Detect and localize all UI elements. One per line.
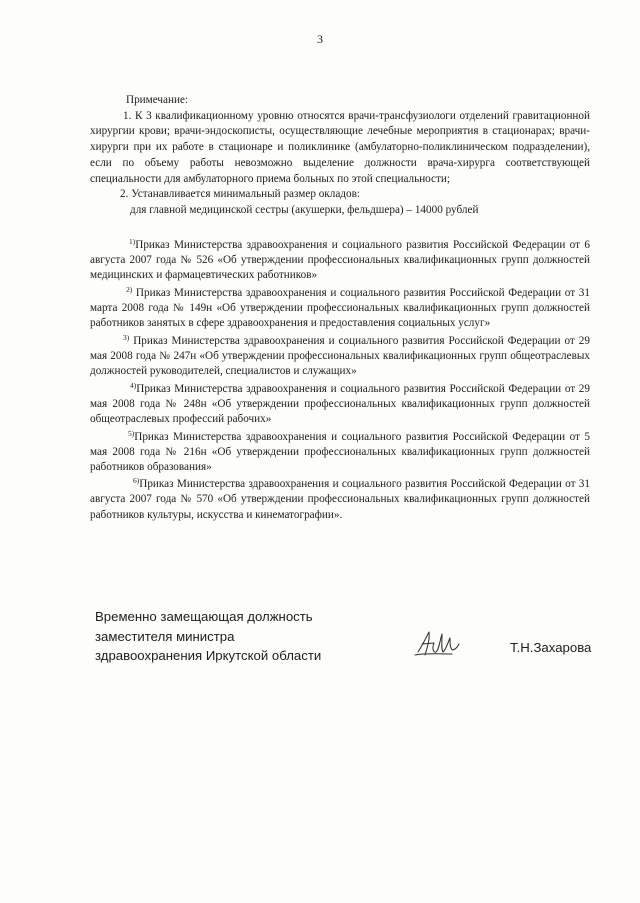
footnote-mark: 5): [128, 428, 135, 438]
footnote-text: Приказ Министерства здравоохранения и социального развития Российской Федерации от 6 августа 2007 года № 526 «Об утверждении профессиональных квалификационных групп должностей медицинских и фармацевтических работников»: [90, 239, 590, 282]
footnote-text: Приказ Министерства здравоохранения и социального развития Российской Федерации от 29 мая 2008 года № 247н «Об утверждении профессиональных квалификационных групп общеотраслевых должностей руководителей, специалистов и служащих»: [90, 334, 590, 377]
note-item-2: 2. Устанавливается минимальный размер окладов:: [120, 188, 360, 201]
signer-title-line-2: заместителя министра: [95, 628, 235, 644]
signature-block: [95, 607, 395, 666]
signer-title-line-1: Временно замещающая должность: [95, 609, 313, 624]
handwritten-signature: [412, 628, 462, 660]
notes-heading: Примечание:: [126, 94, 189, 106]
notes-section: [90, 93, 590, 219]
footnote-text: Приказ Министерства здравоохранения и социального развития Российской Федерации от 31 августа 2007 года № 570 «Об утверждении профессиональных квалификационных групп должностей работников культуры, искусства и кинематографии».: [90, 478, 590, 521]
footnote-mark: 1): [129, 237, 136, 246]
footnote-4: [90, 382, 590, 427]
page-number: 3: [317, 32, 323, 46]
footnote-text: Приказ Министерства здравоохранения и социального развития Российской Федерации от 31 марта 2008 года № 149н «Об утверждении профессиональных квалификационных групп должностей работников занятых в сфере здравоохранения и предоставления социальных услуг»: [90, 286, 590, 330]
salary-line: для главной медицинской сестры (акушерки, фельдшера) – 14000 рублей: [130, 203, 479, 216]
footnote-mark: 3): [123, 332, 130, 342]
footnote-2: [90, 286, 590, 331]
note-item-1: 1. К 3 квалификационному уровню относятся врачи-трансфузиологи отделений гравитационной хирургии крови; врачи-эндоскописты, осуществляющие лечебные мероприятия в стационарах; врачи-хирурги при их работе в стационаре и поликлинике (амбулаторно-поликлиническом подразделении), если по объему работы невозможно выделение должности врача-хирурга соответствующей специальности для амбулаторного приема больных по этой специальности;: [90, 109, 590, 185]
footnote-text: Приказ Министерства здравоохранения и социального развития Российской Федерации от 29 мая 2008 года № 248н «Об утверждении профессиональных квалификационных групп должностей общеотраслевых профессий рабочих»: [90, 382, 590, 425]
footnote-6: [90, 477, 590, 522]
footnotes-list: [90, 238, 590, 525]
footnote-3: [90, 334, 590, 379]
footnote-5: [90, 430, 590, 475]
footnote-1: [90, 238, 590, 283]
signer-name: Т.Н.Захарова: [510, 640, 592, 655]
footnote-mark: 2): [126, 284, 133, 294]
footnote-text: Приказ Министерства здравоохранения и социального развития Российской Федерации от 5 мая 2008 года № 216н «Об утверждении профессиональных квалификационных групп должностей работников образования»: [90, 430, 590, 473]
footnote-mark: 6): [133, 476, 140, 486]
footnote-mark: 4): [130, 380, 137, 390]
signer-title-line-3: здравоохранения Иркутской области: [95, 648, 322, 663]
